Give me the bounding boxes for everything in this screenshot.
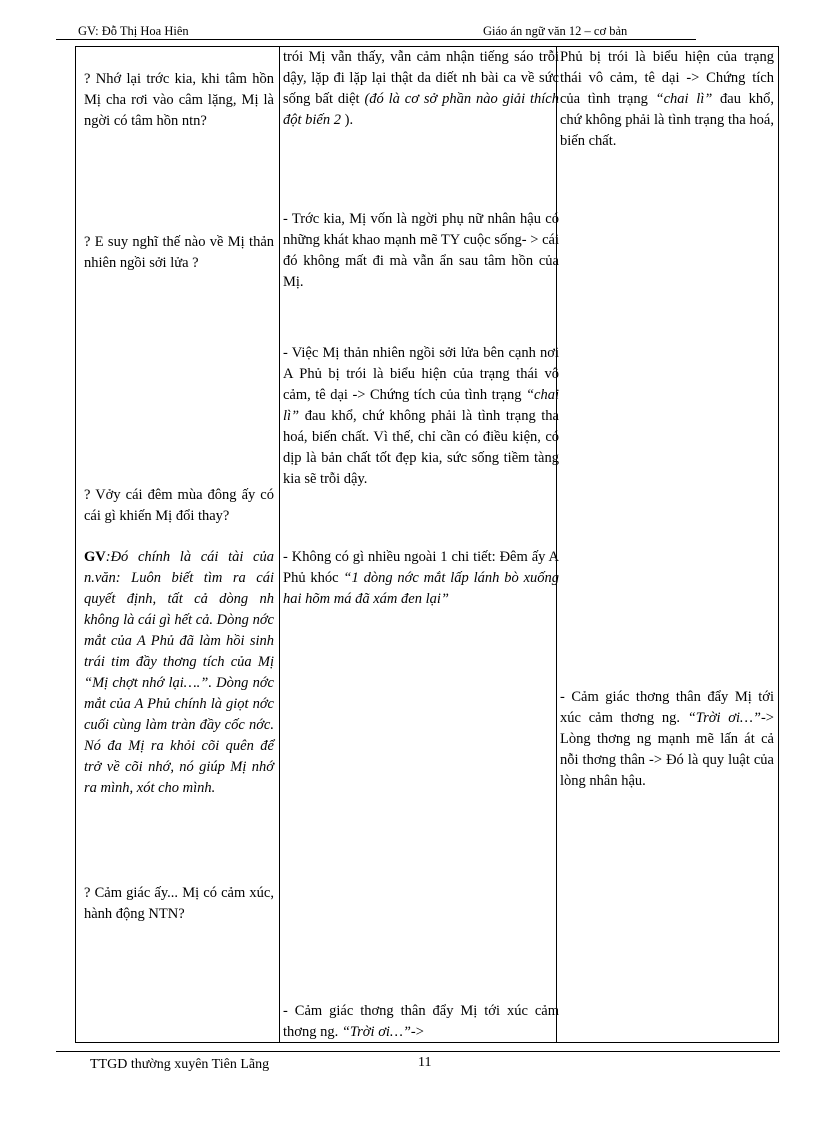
summary-2	[560, 687, 774, 792]
lesson-table	[75, 46, 779, 1043]
footer-rule	[56, 1051, 780, 1052]
answer-3-text: - Việc Mị thản nhiên ngồi sởi lửa bên cạnh nơi A Phủ bị trói là biểu hiện của trạng thái vô cảm, tê dại -> Chứng tích của tình trạng	[283, 345, 559, 403]
answer-3-italic: “chai lì”	[283, 387, 559, 424]
footer-center: TTGD thường xuyên Tiên Lãng	[90, 1057, 270, 1072]
question-1: ? Nhớ lại trớc kia, khi tâm hồn Mị cha rơi vào câm lặng, Mị là ngời có tâm hồn ntn?	[84, 71, 274, 129]
header-rule	[56, 39, 696, 40]
header-teacher: GV: Đỗ Thị Hoa Hiên	[78, 24, 189, 38]
question-4: ? Cảm giác ấy... Mị có cảm xúc, hành động NTN?	[84, 885, 274, 922]
summary-1-italic: “chai lì”	[655, 91, 713, 107]
answer-4-text: - Không có gì nhiều ngoài 1 chi tiết: Đêm ấy A Phủ khóc	[283, 549, 559, 586]
summary-1-end: đau khổ, chứ không phải là tình trạng tha hoá, biến chất.	[560, 91, 774, 149]
answer-1	[283, 47, 559, 131]
answer-5-text: - Cảm giác thơng thân đẩy Mị tới xúc cảm thơng ng.	[283, 1003, 559, 1040]
column-divider-1	[279, 47, 280, 1042]
summary-1-text: Phủ bị trói là biểu hiện của trạng thái vô cảm, tê dại -> Chứng tích của tình trạng	[560, 49, 774, 107]
answer-4-italic: “1 dòng nớc mắt lấp lánh bò xuống hai hõm má đã xám đen lại”	[283, 570, 559, 607]
page-number: 11	[418, 1055, 432, 1070]
summary-2-text: - Cảm giác thơng thân đẩy Mị tới xúc cảm thơng ng.	[560, 689, 774, 726]
answer-3-end: đau khổ, chứ không phải là tình trạng tha hoá, biến chất. Vì thế, chỉ cần có điều kiện, có dịp là bản chất tốt đẹp kia, sức sống tiềm tàng kia sẽ trỗi dậy.	[283, 408, 559, 487]
gv-note	[84, 547, 274, 799]
answer-1-text: trói Mị vẫn thấy, vẫn cảm nhận tiếng sáo trỗi dậy, lặp đi lặp lại thật da diết nh bài ca về sức sống bất diệt	[283, 49, 559, 107]
answer-3	[283, 343, 559, 490]
summary-1	[560, 47, 774, 152]
answer-5-end: ->	[410, 1024, 424, 1040]
header-title: Giáo án ngữ văn 12 – cơ bản	[483, 24, 628, 38]
answer-1-end: ).	[341, 112, 354, 128]
summary-2-italic: “Trời ơi…”	[687, 710, 761, 726]
summary-2-end: -> Lòng thơng ng mạnh mẽ lấn át cả nỗi thơng thân -> Đó là quy luật của lòng nhân hậu.	[560, 710, 774, 789]
answer-5-italic: “Trời ơi…”	[341, 1024, 411, 1040]
answer-5	[283, 1001, 559, 1043]
answer-2: - Trớc kia, Mị vốn là ngời phụ nữ nhân hậu có những khát khao mạnh mẽ TY cuộc sống- > cái đó không mất đi mà vẫn ẩn sau tâm hồn của Mị.	[283, 211, 559, 290]
answer-4	[283, 547, 559, 610]
question-3: ? Vởy cái đêm mùa đông ấy có cái gì khiến Mị đổi thay?	[84, 487, 274, 524]
column-divider-2	[556, 47, 557, 1042]
answer-1-italic: (đó là cơ sở phần nào giải thích đột biến 2	[283, 91, 559, 128]
question-2: ? E suy nghĩ thế nào về Mị thản nhiên ngồi sởi lửa ?	[84, 234, 274, 271]
gv-text: :Đó chính là cái tài của n.văn: Luôn biết tìm ra cái quyết định, tất cả dòng nh không là cái gì hết cả. Dòng nớc mắt của A Phủ đã làm hồi sinh trái tim đầy thơng tích của Mị “Mị chợt nhớ lại….”. Dòng nớc mắt của A Phủ chính là giọt nớc cuối cùng làm tràn đầy cốc nớc. Nó đa Mị ra khỏi cõi quên để trở về cõi nhớ, nó giúp Mị nhớ ra mình, xót cho mình.	[84, 549, 274, 796]
gv-label: GV	[84, 549, 106, 565]
